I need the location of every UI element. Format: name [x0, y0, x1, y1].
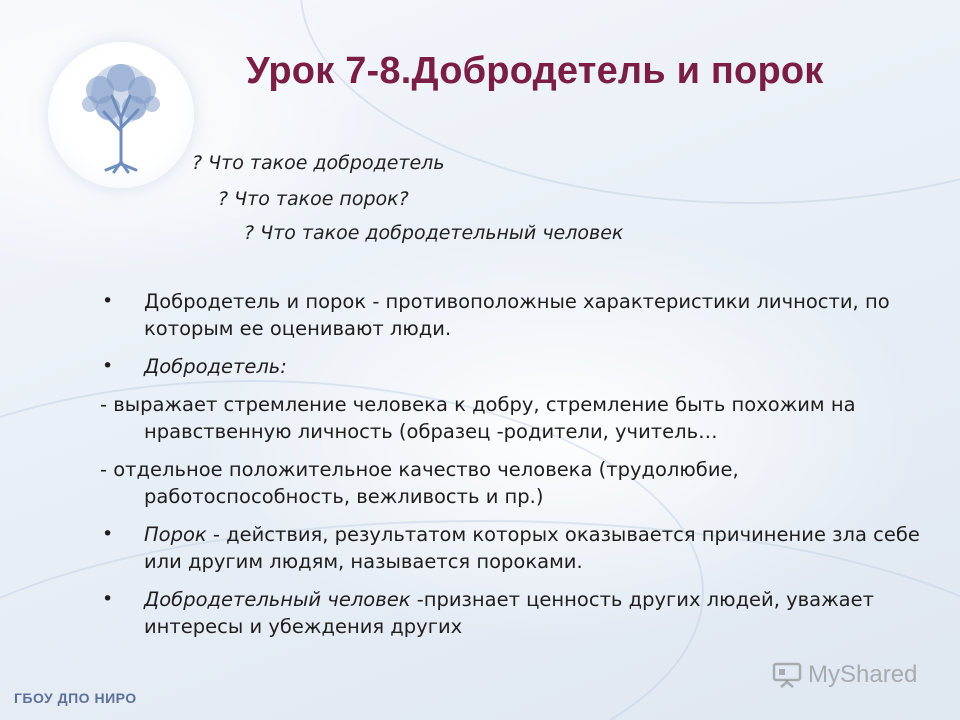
bullet: • [102, 523, 114, 545]
paragraph-virtue-point-2 [100, 456, 945, 510]
slide-body [100, 288, 945, 651]
paragraph-virtue-heading [100, 353, 945, 380]
question-3: ? Что такое добродетельный человек [244, 222, 624, 244]
paragraph-text: -признает ценность других людей, уважает интересы и убеждения других [144, 588, 874, 638]
presentation-icon [772, 662, 802, 688]
paragraph-virtue-point-1 [100, 391, 945, 445]
bullet: • [102, 290, 114, 312]
paragraph-text: - отдельное положительное качество человека (трудолюбие, работоспособность, вежливость и пр.) [100, 458, 739, 508]
paragraph-vice [100, 521, 945, 575]
question-2: ? Что такое порок? [218, 188, 409, 210]
paragraph-virtuous-person [100, 586, 945, 640]
paragraph-text: Добродетель: [144, 355, 287, 378]
footer-organization: ГБОУ ДПО НИРО [14, 690, 137, 706]
watermark-text: MyShared [808, 661, 918, 688]
paragraph-definition [100, 288, 945, 342]
paragraph-text: Добродетель и порок - противоположные характеристики личности, по которым ее оценивают люди. [144, 290, 890, 340]
paragraph-term: Добродетельный человек [144, 588, 411, 611]
paragraph-term: Порок [144, 523, 207, 546]
bullet: • [102, 588, 114, 610]
question-1: ? Что такое добродетель [192, 152, 445, 174]
tree-logo [48, 42, 194, 188]
watermark [772, 660, 917, 690]
bullet: • [102, 355, 114, 377]
tree-icon [66, 56, 176, 176]
slide-title: Урок 7-8.Добродетель и порок [246, 50, 824, 92]
paragraph-text: - выражает стремление человека к добру, стремление быть похожим на нравственную личность (образец -родители, учитель… [100, 393, 856, 443]
paragraph-text: - действия, результатом которых оказывается причинение зла себе или другим людям, называется пороками. [144, 523, 920, 573]
